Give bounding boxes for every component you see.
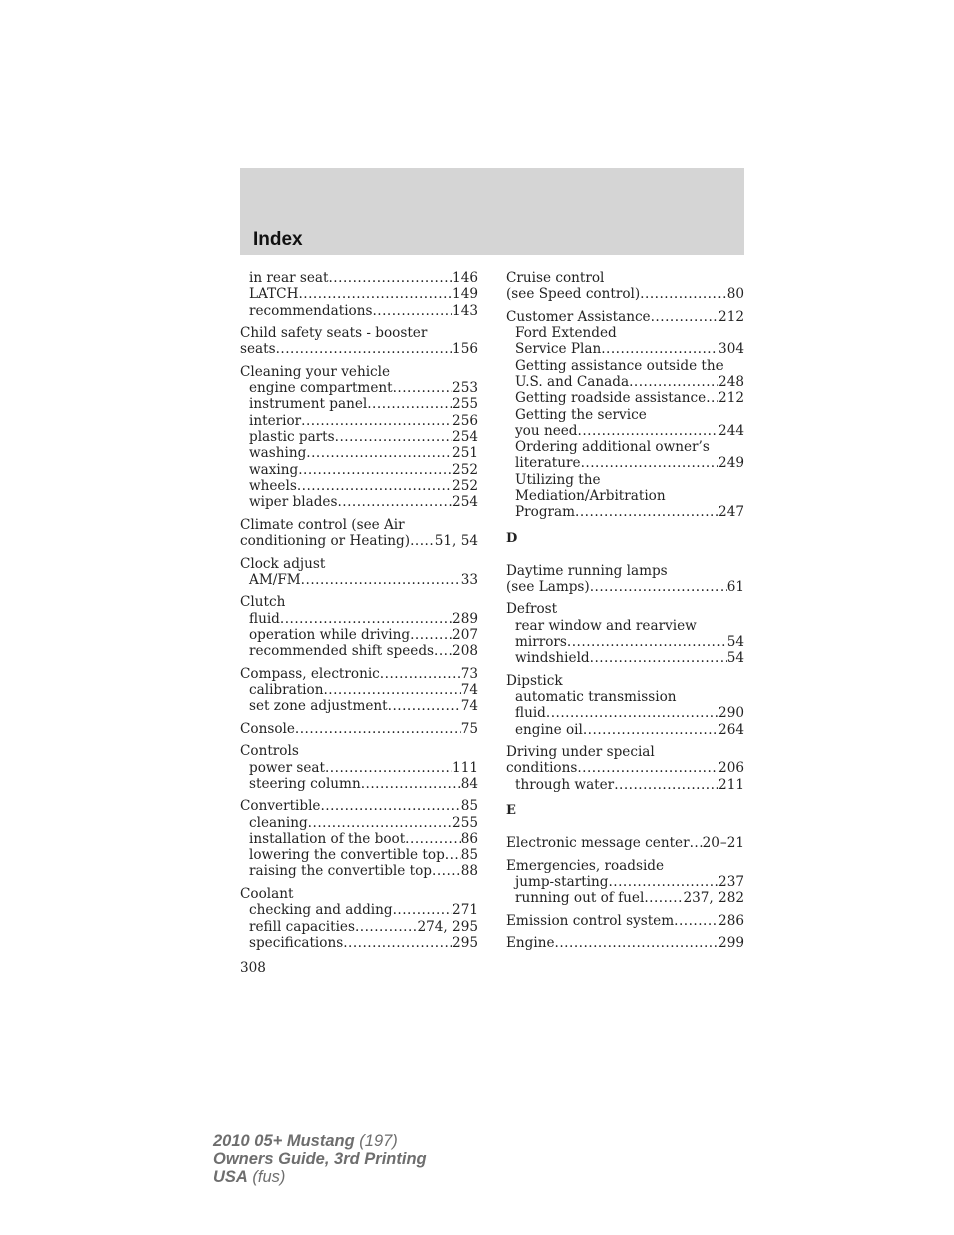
dot-leader bbox=[434, 643, 452, 659]
page-reference: 254 bbox=[452, 494, 478, 511]
index-subentry-line bbox=[240, 627, 478, 643]
page-reference: 54 bbox=[726, 634, 744, 651]
entry-term: steering column bbox=[249, 775, 361, 792]
entry-term: Customer Assistance bbox=[506, 308, 651, 325]
page-reference: 249 bbox=[718, 455, 744, 472]
index-entry bbox=[240, 556, 478, 589]
entry-term: plastic parts bbox=[249, 429, 335, 446]
page-reference: 207 bbox=[452, 626, 478, 643]
page-reference: 74 bbox=[460, 681, 478, 698]
index-entry-line bbox=[506, 744, 744, 760]
footer-guide: Owners Guide, 3rd Printing bbox=[213, 1150, 427, 1168]
dot-leader bbox=[393, 902, 452, 918]
entry-term: Cleaning your vehicle bbox=[240, 363, 391, 380]
index-entry-line bbox=[506, 601, 744, 617]
index-subentry-line bbox=[506, 341, 744, 357]
index-subentry-line bbox=[506, 890, 744, 906]
index-subentry-line bbox=[506, 689, 744, 705]
page-reference: 146 bbox=[452, 270, 478, 286]
page-reference: 51, 54 bbox=[434, 533, 478, 550]
entry-term: LATCH bbox=[249, 286, 299, 303]
entry-term: Cruise control bbox=[506, 270, 605, 286]
index-subentry-line bbox=[240, 682, 478, 698]
index-subentry-line bbox=[240, 462, 478, 478]
footer-line-2 bbox=[213, 1150, 427, 1168]
footer-market-code: (fus) bbox=[247, 1168, 286, 1186]
entry-term: raising the convertible top bbox=[249, 863, 432, 880]
dot-leader bbox=[276, 341, 452, 357]
page-reference: 73 bbox=[460, 665, 478, 682]
dot-leader bbox=[590, 650, 727, 666]
entry-term: Electronic message center bbox=[506, 835, 690, 852]
page-reference: 85 bbox=[460, 847, 478, 864]
entry-term: Clock adjust bbox=[240, 555, 326, 572]
dot-leader bbox=[555, 935, 719, 951]
index-column-left bbox=[240, 270, 478, 957]
entry-term: Mediation/Arbitration bbox=[515, 488, 666, 505]
dot-leader bbox=[298, 286, 452, 302]
index-entry bbox=[506, 744, 744, 793]
entry-term: Service Plan bbox=[515, 341, 602, 358]
entry-term: cleaning bbox=[249, 814, 308, 831]
page-reference: 290 bbox=[718, 705, 744, 722]
section-title: Index bbox=[253, 229, 303, 250]
index-entry-line bbox=[506, 270, 744, 286]
index-entry bbox=[240, 743, 478, 792]
entry-term: Getting the service bbox=[515, 406, 647, 423]
page-reference: 212 bbox=[718, 308, 744, 325]
entry-term: recommendations bbox=[249, 302, 373, 319]
index-entry-line bbox=[240, 517, 478, 533]
page-reference: 295 bbox=[452, 934, 478, 951]
index-entry-line bbox=[506, 858, 744, 874]
page-reference: 256 bbox=[452, 412, 478, 429]
index-subentry-line bbox=[506, 325, 744, 341]
page-reference: 252 bbox=[452, 477, 478, 494]
entry-term: Convertible bbox=[240, 798, 321, 815]
dot-leader bbox=[388, 698, 461, 714]
dot-leader bbox=[295, 721, 461, 737]
index-subentry-line bbox=[240, 429, 478, 445]
dot-leader bbox=[640, 286, 727, 302]
dot-leader bbox=[306, 445, 452, 461]
page-number: 308 bbox=[240, 960, 266, 976]
entry-term: Clutch bbox=[240, 594, 286, 611]
entry-term: Defrost bbox=[506, 601, 558, 618]
index-subentry-line bbox=[506, 358, 744, 374]
dot-leader bbox=[546, 705, 718, 721]
index-subentry-line bbox=[506, 472, 744, 488]
index-subentry-line bbox=[240, 847, 478, 863]
index-entry-line bbox=[506, 563, 744, 579]
entry-term: Dipstick bbox=[506, 672, 563, 689]
dot-leader bbox=[298, 462, 452, 478]
page-reference: 271 bbox=[452, 902, 478, 919]
dot-leader bbox=[393, 380, 452, 396]
dot-leader bbox=[706, 390, 718, 406]
index-subentry-line bbox=[506, 722, 744, 738]
dot-leader bbox=[361, 776, 461, 792]
index-entry-line bbox=[240, 743, 478, 759]
index-subentry-line bbox=[240, 445, 478, 461]
entry-term: rear window and rearview bbox=[515, 617, 697, 634]
index-subentry-line bbox=[240, 611, 478, 627]
index-subentry-line bbox=[240, 572, 478, 588]
page-reference: 206 bbox=[718, 760, 744, 777]
entry-term: you need bbox=[515, 422, 578, 439]
index-entry bbox=[240, 517, 478, 550]
entry-term: Daytime running lamps bbox=[506, 562, 668, 579]
page-reference: 248 bbox=[718, 373, 744, 390]
dot-leader bbox=[629, 374, 718, 390]
page-reference: 54 bbox=[726, 650, 744, 667]
entry-term: (see Speed control) bbox=[506, 286, 641, 303]
index-entry-line bbox=[240, 364, 478, 380]
dot-leader bbox=[410, 533, 435, 549]
index-subentry-line bbox=[240, 831, 478, 847]
page-reference: 253 bbox=[452, 380, 478, 397]
entry-term: waxing bbox=[249, 461, 299, 478]
dot-leader bbox=[581, 455, 718, 471]
index-entry-line bbox=[506, 835, 744, 851]
index-subentry-line bbox=[240, 902, 478, 918]
entry-term: Program bbox=[515, 504, 576, 521]
entry-term: wiper blades bbox=[249, 494, 338, 511]
entry-term: recommended shift speeds bbox=[249, 643, 435, 660]
dot-leader bbox=[614, 777, 718, 793]
page-reference: 255 bbox=[452, 814, 478, 831]
entry-term: fluid bbox=[249, 610, 280, 627]
index-subentry-line bbox=[506, 634, 744, 650]
index-subentry-line bbox=[240, 815, 478, 831]
index-entry bbox=[506, 563, 744, 596]
index-entry-line bbox=[506, 309, 744, 325]
index-letter-heading: E bbox=[506, 803, 516, 819]
index-entry-line bbox=[506, 913, 744, 929]
entry-term: Console bbox=[240, 720, 295, 737]
page-reference: 20–21 bbox=[702, 835, 744, 852]
page-reference: 289 bbox=[452, 610, 478, 627]
index-entry-line bbox=[240, 594, 478, 610]
dot-leader bbox=[301, 413, 452, 429]
page-reference: 33 bbox=[460, 571, 478, 588]
index-subentry-line bbox=[506, 488, 744, 504]
index-entry bbox=[240, 325, 478, 358]
page-reference: 251 bbox=[452, 445, 478, 462]
page-reference: 156 bbox=[452, 341, 478, 358]
index-subentry-line bbox=[506, 407, 744, 423]
entry-term: windshield bbox=[515, 650, 590, 667]
index-column-right bbox=[506, 270, 744, 958]
page-reference: 299 bbox=[718, 935, 744, 952]
dot-leader bbox=[328, 270, 452, 286]
entry-term: refill capacities bbox=[249, 918, 355, 935]
index-subentry-line bbox=[506, 705, 744, 721]
entry-term: U.S. and Canada bbox=[515, 373, 630, 390]
page-reference: 244 bbox=[718, 422, 744, 439]
index-subentry-line bbox=[240, 396, 478, 412]
dot-leader bbox=[608, 874, 718, 890]
index-subentry-line bbox=[240, 380, 478, 396]
index-entry bbox=[240, 666, 478, 715]
dot-leader bbox=[405, 831, 461, 847]
section-header-bar bbox=[240, 168, 744, 255]
footer-market: USA bbox=[213, 1168, 248, 1186]
entry-term: (see Lamps) bbox=[506, 578, 590, 595]
index-entry-line bbox=[240, 341, 478, 357]
index-entry-line bbox=[240, 886, 478, 902]
index-subentry-line bbox=[240, 776, 478, 792]
entry-term: installation of the boot bbox=[249, 830, 406, 847]
page-reference: 75 bbox=[460, 720, 478, 737]
index-subentry-line bbox=[506, 504, 744, 520]
index-subentry-line bbox=[506, 439, 744, 455]
page-reference: 304 bbox=[718, 341, 744, 358]
dot-leader bbox=[583, 722, 718, 738]
index-entry bbox=[506, 673, 744, 738]
dot-leader bbox=[432, 863, 461, 879]
dot-leader bbox=[567, 634, 727, 650]
entry-term: mirrors bbox=[515, 634, 567, 651]
page-reference: 80 bbox=[726, 286, 744, 303]
entry-term: jump-starting bbox=[515, 873, 609, 890]
index-subentry-line bbox=[240, 919, 478, 935]
index-subentry-line bbox=[240, 760, 478, 776]
page-reference: 252 bbox=[452, 461, 478, 478]
page-reference: 149 bbox=[452, 286, 478, 303]
dot-leader bbox=[323, 682, 460, 698]
entry-term: conditioning or Heating) bbox=[240, 533, 411, 550]
index-entry bbox=[506, 913, 744, 929]
index-entry bbox=[506, 935, 744, 951]
page-reference: 85 bbox=[460, 798, 478, 815]
index-entry bbox=[506, 835, 744, 851]
index-entry bbox=[240, 721, 478, 737]
index-entry-line bbox=[506, 760, 744, 776]
entry-term: wheels bbox=[249, 477, 297, 494]
index-subentry-line bbox=[240, 413, 478, 429]
entry-term: washing bbox=[249, 445, 307, 462]
index-subentry-line bbox=[240, 643, 478, 659]
footer-line-1 bbox=[213, 1132, 427, 1150]
index-subentry-line bbox=[506, 874, 744, 890]
entry-term: Engine bbox=[506, 935, 555, 952]
entry-term: through water bbox=[515, 776, 615, 793]
dot-leader bbox=[575, 504, 718, 520]
entry-term: AM/FM bbox=[249, 571, 301, 588]
page-reference: 247 bbox=[718, 504, 744, 521]
entry-term: lowering the convertible top bbox=[249, 847, 445, 864]
entry-term: calibration bbox=[249, 681, 324, 698]
index-subentry-line bbox=[506, 650, 744, 666]
page-reference: 88 bbox=[460, 863, 478, 880]
index-subentry-line bbox=[240, 698, 478, 714]
dot-leader bbox=[372, 303, 452, 319]
index-entry-line bbox=[240, 556, 478, 572]
index-entry bbox=[240, 364, 478, 511]
index-subentry-line bbox=[240, 494, 478, 510]
index-entry bbox=[240, 886, 478, 951]
page-reference: 208 bbox=[452, 643, 478, 660]
entry-term: conditions bbox=[506, 760, 578, 777]
index-subentry-line bbox=[240, 270, 478, 286]
index-letter-heading: D bbox=[506, 530, 518, 546]
index-entry-line bbox=[240, 798, 478, 814]
entry-term: set zone adjustment bbox=[249, 698, 388, 715]
dot-leader bbox=[335, 429, 452, 445]
dot-leader bbox=[297, 478, 452, 494]
index-entry bbox=[506, 270, 744, 303]
dot-leader bbox=[280, 611, 452, 627]
dot-leader bbox=[590, 579, 727, 595]
index-entry-line bbox=[240, 325, 478, 341]
dot-leader bbox=[337, 494, 452, 510]
index-entry bbox=[506, 309, 744, 521]
dot-leader bbox=[577, 760, 718, 776]
page-reference: 84 bbox=[460, 775, 478, 792]
index-subentry-line bbox=[506, 777, 744, 793]
dot-leader bbox=[343, 935, 452, 951]
entry-term: operation while driving bbox=[249, 626, 411, 643]
dot-leader bbox=[355, 919, 418, 935]
entry-term: engine compartment bbox=[249, 380, 393, 397]
entry-term: Driving under special bbox=[506, 744, 655, 761]
page-reference: 274, 295 bbox=[417, 918, 478, 935]
footer-model: 2010 05+ Mustang bbox=[213, 1132, 355, 1150]
entry-term: Getting assistance outside the bbox=[515, 357, 724, 374]
index-subentry-line bbox=[506, 374, 744, 390]
index-entry-line bbox=[506, 579, 744, 595]
dot-leader bbox=[380, 666, 461, 682]
entry-term: checking and adding bbox=[249, 902, 393, 919]
page-reference: 74 bbox=[460, 698, 478, 715]
page-reference: 143 bbox=[452, 302, 478, 319]
index-entry-line bbox=[240, 533, 478, 549]
index-entry-line bbox=[240, 721, 478, 737]
index-subentry-line bbox=[506, 618, 744, 634]
entry-term: Emergencies, roadside bbox=[506, 857, 665, 874]
entry-term: Ford Extended bbox=[515, 325, 617, 342]
dot-leader bbox=[690, 835, 703, 851]
entry-term: running out of fuel bbox=[515, 890, 645, 907]
page-reference: 111 bbox=[452, 759, 478, 776]
entry-term: Getting roadside assistance bbox=[515, 390, 707, 407]
index-entry bbox=[240, 270, 478, 319]
entry-term: Ordering additional owner’s bbox=[515, 439, 710, 456]
page-reference: 264 bbox=[718, 721, 744, 738]
index-subentry-line bbox=[240, 286, 478, 302]
index-subentry-line bbox=[240, 863, 478, 879]
page-reference: 237 bbox=[718, 873, 744, 890]
entry-term: Utilizing the bbox=[515, 471, 601, 488]
dot-leader bbox=[410, 627, 452, 643]
dot-leader bbox=[308, 815, 452, 831]
index-entry-line bbox=[506, 286, 744, 302]
dot-leader bbox=[651, 309, 718, 325]
page-reference: 212 bbox=[718, 390, 744, 407]
dot-leader bbox=[301, 572, 461, 588]
entry-term: seats bbox=[240, 341, 276, 358]
entry-term: Coolant bbox=[240, 885, 294, 902]
dot-leader bbox=[578, 423, 719, 439]
dot-leader bbox=[325, 760, 452, 776]
dot-leader bbox=[644, 890, 683, 906]
dot-leader bbox=[674, 913, 718, 929]
index-subentry-line bbox=[240, 303, 478, 319]
index-subentry-line bbox=[240, 935, 478, 951]
dot-leader bbox=[445, 847, 461, 863]
dot-leader bbox=[367, 396, 452, 412]
entry-term: engine oil bbox=[515, 721, 583, 738]
index-entry-line bbox=[506, 673, 744, 689]
index-entry-line bbox=[240, 666, 478, 682]
entry-term: fluid bbox=[515, 705, 546, 722]
footer-line-3 bbox=[213, 1168, 427, 1186]
entry-term: Climate control (see Air bbox=[240, 516, 405, 533]
entry-term: interior bbox=[249, 412, 302, 429]
entry-term: in rear seat bbox=[249, 270, 329, 286]
index-subentry-line bbox=[240, 478, 478, 494]
footer-model-code: (197) bbox=[354, 1132, 398, 1150]
index-subentry-line bbox=[506, 423, 744, 439]
page-reference: 211 bbox=[718, 776, 744, 793]
page-reference: 255 bbox=[452, 396, 478, 413]
index-entry-line bbox=[506, 935, 744, 951]
entry-term: automatic transmission bbox=[515, 689, 677, 706]
index-entry bbox=[506, 601, 744, 666]
index-entry bbox=[240, 594, 478, 659]
page-reference: 286 bbox=[718, 912, 744, 929]
page-reference: 86 bbox=[460, 830, 478, 847]
index-entry bbox=[506, 858, 744, 907]
entry-term: specifications bbox=[249, 934, 344, 951]
entry-term: Child safety seats - booster bbox=[240, 325, 428, 342]
page-reference: 61 bbox=[726, 578, 744, 595]
index-subentry-line bbox=[506, 455, 744, 471]
dot-leader bbox=[320, 798, 460, 814]
dot-leader bbox=[601, 341, 718, 357]
entry-term: literature bbox=[515, 455, 581, 472]
index-subentry-line bbox=[506, 390, 744, 406]
footer bbox=[213, 1132, 427, 1186]
index-entry bbox=[240, 798, 478, 879]
entry-term: Emission control system bbox=[506, 912, 675, 929]
page-reference: 237, 282 bbox=[683, 890, 744, 907]
entry-term: Compass, electronic bbox=[240, 665, 380, 682]
page-reference: 254 bbox=[452, 429, 478, 446]
entry-term: power seat bbox=[249, 759, 325, 776]
entry-term: instrument panel bbox=[249, 396, 368, 413]
entry-term: Controls bbox=[240, 743, 299, 760]
